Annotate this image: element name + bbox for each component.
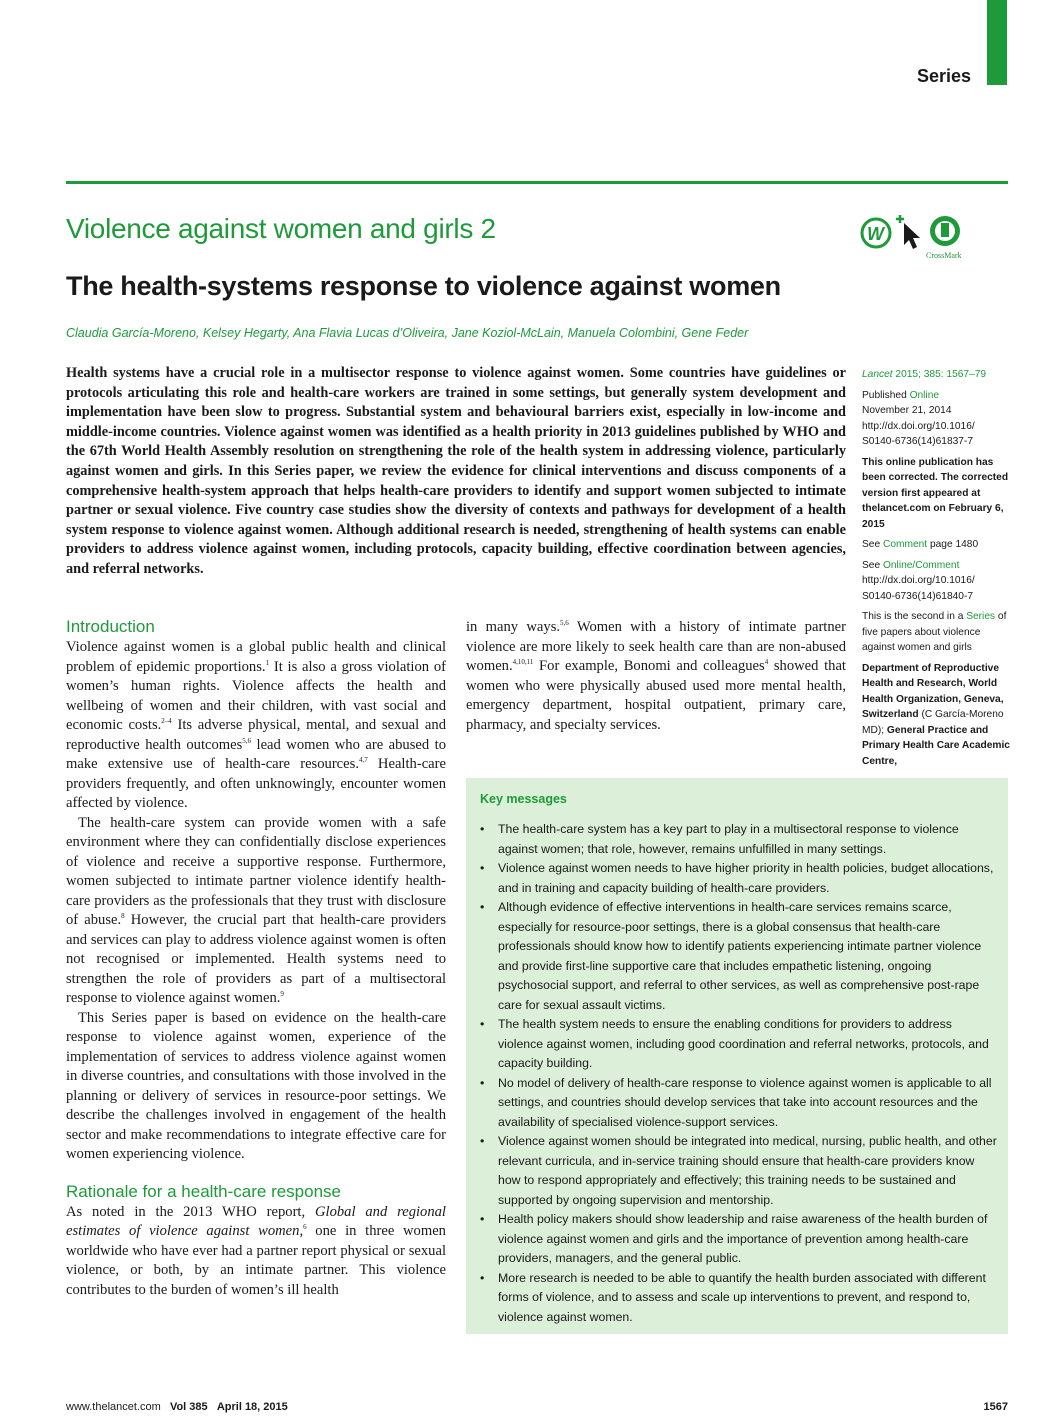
introduction-heading: Introduction: [66, 617, 155, 636]
key-messages-panel: [466, 778, 1008, 1334]
series-note: [862, 609, 1012, 656]
text-run: See: [862, 539, 883, 550]
series-title: Violence against women and girls 2: [66, 213, 496, 244]
published-label: Published: [862, 389, 910, 401]
citation-ref[interactable]: 5,6: [242, 736, 252, 745]
text-run: Health-care providers frequently, and often unknowingly, encounter women affected by violence.: [66, 756, 446, 811]
citation-detail: 2015; 385: 1567–79: [892, 369, 987, 380]
citation-ref[interactable]: 4: [764, 658, 769, 667]
cursor-plus-icon[interactable]: [896, 215, 920, 249]
text-run: Women with a history of intimate partner violence are more likely to seek health care than are non-abused women.: [466, 619, 846, 674]
volume: Vol 385: [169, 1401, 208, 1413]
text-run: See: [862, 559, 883, 571]
doi-link[interactable]: S0140-6736(14)61840-7: [862, 590, 974, 602]
journal-name: Lancet: [862, 369, 893, 380]
text-run: The health-care system can provide women with a safe environment where they can confidentially disclose experiences of violence and receive a supportive response. Furthermore, women subjected to intimate partner violence identify health-care providers as the professionals that they trust with disclosure of abuse.: [66, 814, 446, 928]
text-run: one in three women worldwide who have ever had a partner report physical or sexual violence, or both, by an intimate partner. This violence contributes to the burden of women’s ill health: [66, 1223, 446, 1298]
online-comment-link[interactable]: Online/Comment: [882, 559, 960, 571]
rationale-heading: Rationale for a health-care response: [66, 1181, 341, 1201]
doi-link[interactable]: S0140-6736(14)61837-7: [862, 436, 974, 447]
text-run: It is also a gross violation of women’s human rights. Violence affects the health and wellbeing of women and their children, with vast social and economic costs.: [66, 658, 446, 733]
citation-ref[interactable]: 2–4: [161, 717, 172, 726]
publication-info: [862, 388, 1012, 450]
intro-paragraph-1: [66, 638, 446, 814]
text-run: (C García-Moreno MD);: [862, 709, 1004, 736]
online-link[interactable]: Online: [909, 389, 940, 401]
text-run: in many ways.: [466, 619, 561, 635]
crossmark-icon[interactable]: [926, 216, 962, 260]
series-tab-bar: [987, 0, 1007, 85]
page-number: 1567: [983, 1401, 1008, 1413]
site-link[interactable]: www.thelancet.com: [66, 1401, 161, 1413]
text-run: page 1480: [927, 539, 979, 550]
list-item: • More research is needed to be able to quantify the health burden associated with different forms of violence, and to assess and scale up interventions to prevent, and respond to, violence against women.: [480, 1269, 1000, 1328]
text-run: However, the crucial part that health-care providers and services can play to address violence against women is often not recognised or implemented. Health systems need to strengthen the role of providers as part of a multisectoral response to violence against women.: [66, 912, 446, 1006]
section-label: Series: [917, 66, 972, 86]
citation-ref[interactable]: 1: [265, 658, 270, 667]
list-item: • The health system needs to ensure the enabling conditions for providers to address violence against women, including good coordination and referral networks, protocols, and capacity building.: [480, 1015, 1000, 1074]
correction-note: This online publication has been corrected. The corrected version first appeared at thelancet.com on February 6, 2015: [862, 456, 1009, 530]
text-run: showed that women who were physically abused used more mental health, emergency department, hospital outpatient, primary care, pharmacy, and specialty services.: [466, 658, 846, 733]
abstract: Health systems have a crucial role in a multisector response to violence against women. Some countries have guidelines or protocols articulating this role and health-care workers are trained in some settings, but generally system development and implementation have been slow to progress. Substantial system and behavioural barriers exist, especially in low-income and middle-income countries. Violence against women was identified as a health priority in 2013 guidelines published by WHO and the 67th World Health Assembly resolution on strengthening the role of the health system in addressing violence, particularly against women and girls. In this Series paper, we review the evidence for clinical interventions and discuss components of a comprehensive health-system approach that helps health-care providers to identify and support women subjected to intimate partner or sexual violence. Five country case studies show the diversity of contexts and pathways for development of a health system response to violence against women. Although additional research is needed, strengthening of health systems can enable providers to address violence against women, including protocols, capacity building, effective coordination between agencies, and referral networks.: [66, 365, 846, 577]
affiliation-name: Department of Reproductive Health and Research, World Health Organization, Geneva, Switzerland: [862, 662, 1004, 720]
citation-ref[interactable]: 8: [121, 912, 125, 921]
citation-ref[interactable]: 4,7: [358, 756, 368, 765]
list-item: • No model of delivery of health-care response to violence against women is applicable to all settings, and countries should develop services that take into account resources and the availability of specialised violence-support services.: [480, 1074, 1000, 1133]
page-footer: [66, 1401, 1008, 1413]
citation-line: [862, 367, 1012, 383]
see-comment: [862, 537, 1012, 553]
online-first-icon[interactable]: [862, 219, 890, 247]
text-run: Violence against women is a global public health and clinical problem of epidemic proportions.: [66, 639, 446, 675]
series-link[interactable]: Series: [966, 611, 996, 622]
issue-date: April 18, 2015: [216, 1401, 288, 1413]
header-rule: [66, 181, 1008, 184]
doi-link[interactable]: http://dx.doi.org/10.1016/: [862, 420, 975, 432]
text-run: Its adverse physical, mental, and sexual and reproductive health outcomes: [66, 717, 446, 753]
list-item: • Violence against women needs to have higher priority in health policies, budget allocations, and in training and capacity building of health-care providers.: [480, 859, 1000, 898]
list-item: • Although evidence of effective interventions in health-care services remains scarce, especially for resource-poor settings, there is a global consensus that health-care professionals should know how to identify patients experiencing intimate partner violence and provide first-line supportive care that includes empathetic listening, ongoing psychosocial support, and referral to other services, as well as comprehensive post-rape care for sexual assault victims.: [480, 898, 1000, 1015]
report-title: Global and regional estimates of violence against women: [66, 1203, 446, 1239]
text-run: lead women who are abused to make extensive use of health-care resources.: [66, 736, 446, 772]
text-run: of five papers about violence against women and girls: [862, 611, 1007, 653]
rationale-paragraph-1: As noted in the 2013 WHO report, Global and regional estimates of violence against women,$^6$ one in three women worldwide who have ever had a partner report physical or sexual violence, or both, by an intimate partner. This violence contributes to the burden of women’s ill health: [66, 1203, 446, 1298]
paper-title: The health-systems response to violence against women: [66, 271, 781, 301]
comment-link[interactable]: Comment: [882, 539, 928, 550]
author-list: Claudia García-Moreno, Kelsey Hegarty, Ana Flavia Lucas d’Oliveira, Jane Koziol-McLain, Manuela Colombini, Gene Feder: [66, 326, 749, 340]
see-online-comment: [862, 558, 1012, 605]
doi-link[interactable]: http://dx.doi.org/10.1016/: [862, 575, 975, 586]
key-messages-heading: Key messages: [480, 792, 567, 806]
header-icons: [860, 211, 1010, 261]
icon-strip: [860, 211, 1010, 261]
text-run: For example, Bonomi and colleagues: [533, 658, 765, 674]
citation-ref[interactable]: 9: [280, 990, 284, 999]
continued-paragraph: [466, 618, 846, 735]
publication-date: November 21, 2014: [862, 405, 952, 416]
body-column-right: [466, 618, 846, 735]
affiliation: [862, 661, 1012, 770]
margin-notes: [862, 367, 1012, 774]
key-messages-list: [480, 820, 1000, 1327]
intro-paragraph-3: This Series paper is based on evidence on the health-care response to violence against women, experience of the implementation of services to address violence against women in diverse countries, and consultations with those involved in the planning or delivery of services in resource-poor settings. We describe the challenges involved in engagement of the health sector and make recommendations to integrate effective care for women experiencing violence.: [66, 1009, 446, 1162]
text-run: This is the second in a: [862, 611, 967, 622]
list-item: • Health policy makers should show leadership and raise awareness of the health burden of violence against women and girls and the importance of prevention among health-care providers, managers, and the general public.: [480, 1210, 1000, 1269]
citation-ref[interactable]: 5,6: [560, 619, 569, 628]
affiliation-name: General Practice and Primary Health Care Academic Centre,: [862, 724, 1010, 767]
text-run: As noted in the 2013 WHO report,: [66, 1203, 315, 1220]
crossmark-label: CrossMark: [926, 251, 962, 260]
list-item: • Violence against women should be integrated into medical, nursing, public health, and other relevant curricula, and in-service training should ensure that health-care providers know how to respond appropriately and effectively; this training needs to be sustained and supported by ongoing supervision and mentorship.: [480, 1132, 1000, 1210]
citation-ref[interactable]: 6: [303, 1223, 307, 1232]
body-column-left: [66, 616, 446, 1300]
intro-paragraph-2: [66, 814, 446, 1009]
citation-ref[interactable]: 4,10,11: [512, 658, 534, 667]
list-item: • The health-care system has a key part to play in a multisectoral response to violence against women; that role, however, remains unfulfilled in many settings.: [480, 820, 1000, 859]
svg-text:W: W: [867, 224, 884, 244]
